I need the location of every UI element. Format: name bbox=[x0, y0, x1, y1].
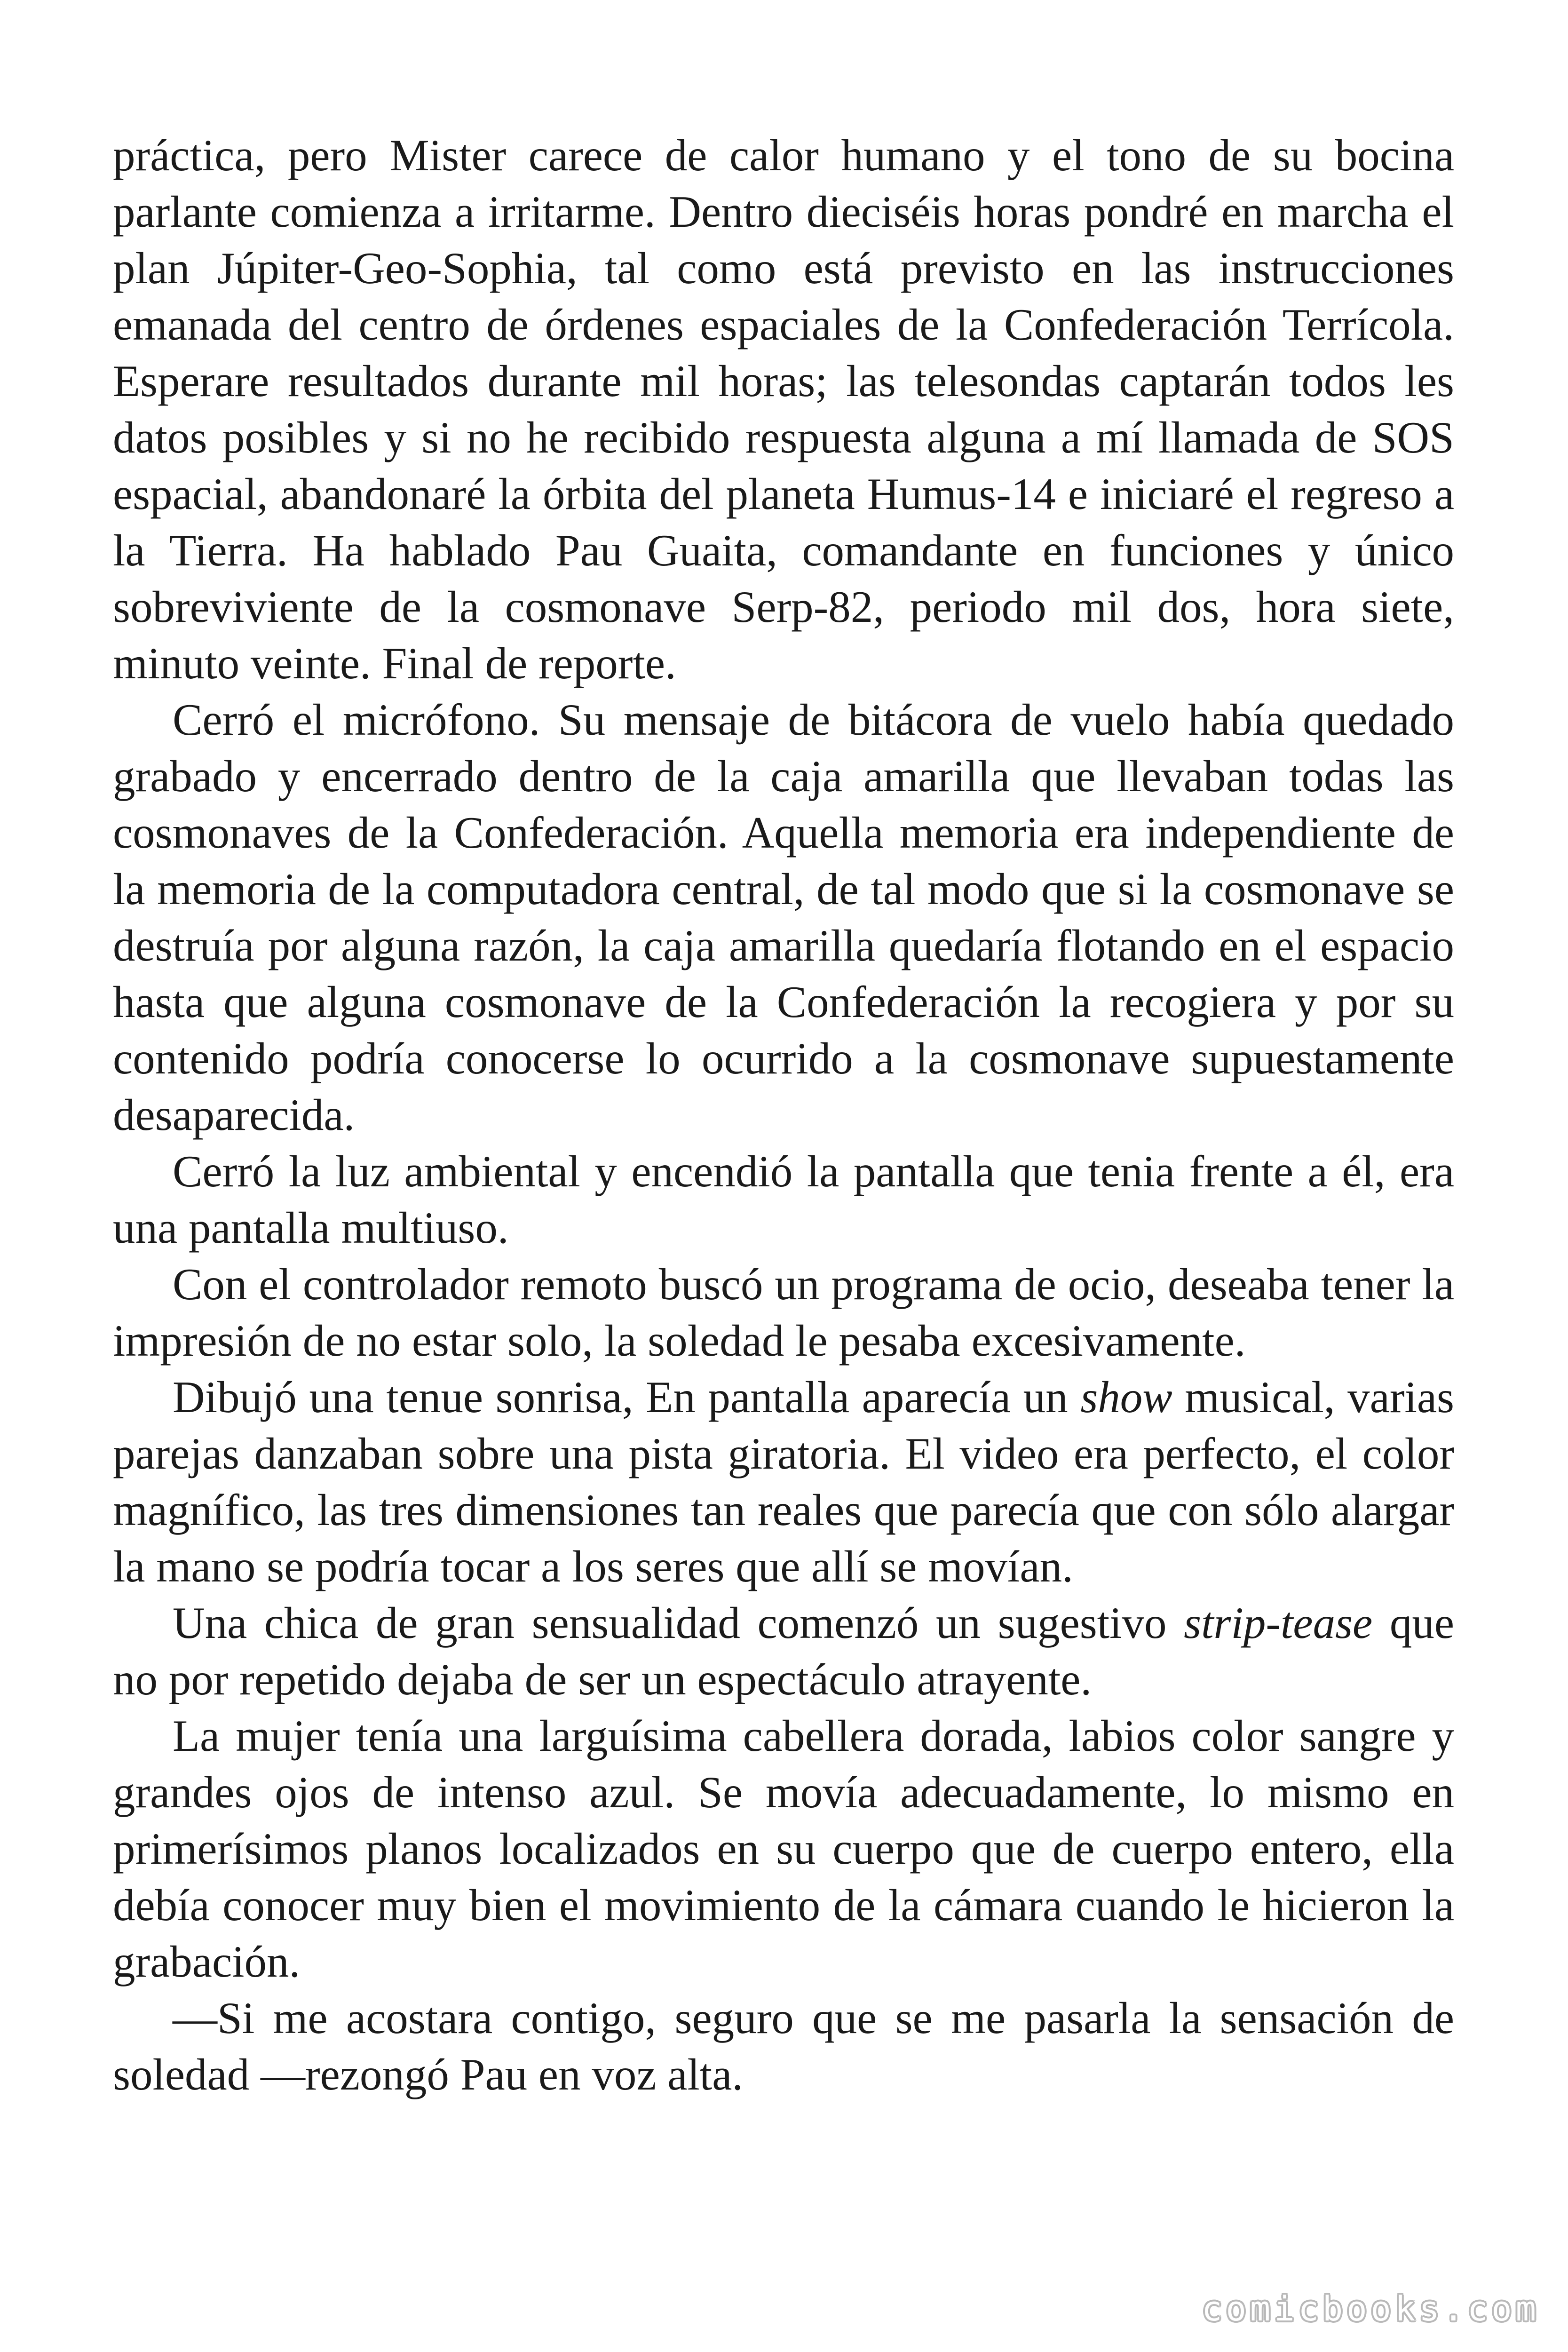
paragraph-4-text: Con el controlador remoto buscó un programa de ocio, deseaba tener la impresión de no estar solo, la soledad le pesaba excesivamente. bbox=[113, 1259, 1454, 1366]
paragraph-6-text-b: que no por repetido dejaba de ser un espectáculo atrayente. bbox=[113, 1598, 1454, 1704]
paragraph-5-text-a: Dibujó una tenue sonrisa, En pantalla aparecía un bbox=[173, 1372, 1081, 1422]
page-body bbox=[113, 127, 1454, 2211]
paragraph-4 bbox=[113, 1256, 1454, 1369]
paragraph-7 bbox=[113, 1708, 1454, 1990]
paragraph-2-text: Cerró el micrófono. Su mensaje de bitácora de vuelo había quedado grabado y encerrado dentro de la caja amarilla que llevaban todas las cosmonaves de la Confederación. Aquella memoria era independiente de la memoria de la computadora central, de tal modo que si la cosmonave se destruía por alguna razón, la caja amarilla quedaría flotando en el espacio hasta que alguna cosmonave de la Confederación la recogiera y por su contenido podría conocerse lo ocurrido a la cosmonave supuestamente desaparecida. bbox=[113, 695, 1454, 1140]
watermark-logo: comicbooks.com bbox=[1202, 2289, 1540, 2328]
paragraph-6-text-a: Una chica de gran sensualidad comenzó un sugestivo bbox=[173, 1598, 1184, 1648]
paragraph-2 bbox=[113, 691, 1454, 1143]
paragraph-1 bbox=[113, 127, 1454, 691]
paragraph-8-text: —Si me acostara contigo, seguro que se me pasarla la sensación de soledad —rezongó Pau en voz alta. bbox=[113, 1993, 1454, 2099]
paragraph-5-italic-show: show bbox=[1080, 1372, 1172, 1422]
paragraph-7-text: La mujer tenía una larguísima cabellera dorada, labios color sangre y grandes ojos de intenso azul. Se movía adecuadamente, lo mismo en primerísimos planos localizados en su cuerpo que de cuerpo entero, ella debía conocer muy bien el movimiento de la cámara cuando le hicieron la grabación. bbox=[113, 1711, 1454, 1986]
paragraph-5-text-b: musical, varias parejas danzaban sobre una pista giratoria. El video era perfecto, el color magnífico, las tres dimensiones tan reales que parecía que con sólo alargar la mano se podría tocar a los seres que allí se movían. bbox=[113, 1372, 1454, 1591]
paragraph-5 bbox=[113, 1369, 1454, 1595]
paragraph-3 bbox=[113, 1143, 1454, 1256]
paragraph-3-text: Cerró la luz ambiental y encendió la pantalla que tenia frente a él, era una pantalla multiuso. bbox=[113, 1146, 1454, 1253]
paragraph-8 bbox=[113, 1990, 1454, 2103]
paragraph-6-italic-strip-tease: strip-tease bbox=[1184, 1598, 1373, 1648]
paragraph-1-text: práctica, pero Mister carece de calor humano y el tono de su bocina parlante comienza a irritarme. Dentro dieciséis horas pondré en marcha el plan Júpiter-Geo-Sophia, tal como está previsto en las instrucciones emanada del centro de órdenes espaciales de la Confederación Terrícola. Esperare resultados durante mil horas; las telesondas captarán todos les datos posibles y si no he recibido respuesta alguna a mí llamada de SOS espacial, abandonaré la órbita del planeta Humus-14 e iniciaré el regreso a la Tierra. Ha hablado Pau Guaita, comandante en funciones y único sobreviviente de la cosmonave Serp-82, periodo mil dos, hora siete, minuto veinte. Final de reporte. bbox=[113, 130, 1454, 688]
paragraph-6 bbox=[113, 1595, 1454, 1708]
